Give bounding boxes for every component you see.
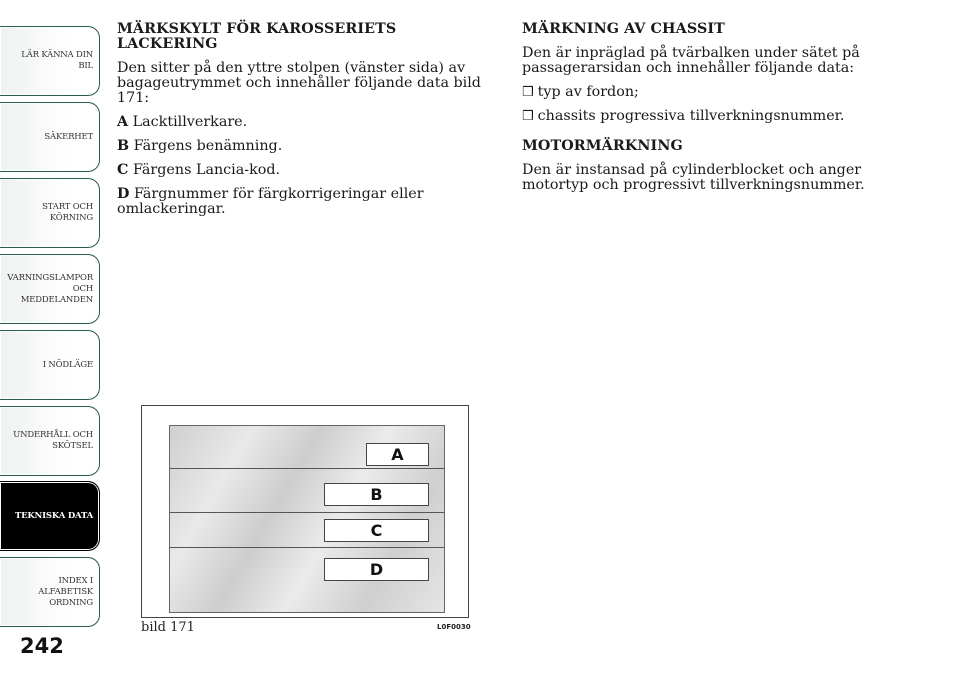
figure-caption: bild 171	[141, 620, 195, 635]
plate-field-d: D	[324, 558, 429, 581]
plate-divider	[170, 512, 444, 513]
page-number: 242	[20, 634, 64, 658]
tab-index[interactable]: INDEX I ALFABETISK ORDNING	[0, 557, 100, 627]
list-item	[117, 115, 482, 130]
item-text: Färgens Lancia-kod.	[132, 162, 281, 178]
engine-text: Den är instansad på cylinderblocket och anger motortyp och progressivt tillverkningsnummer.	[522, 162, 865, 193]
plate-divider	[170, 468, 444, 469]
section-heading-engine: MOTORMÄRKNING	[522, 138, 683, 154]
item-letter: D	[117, 186, 130, 202]
tab-start-och-korning[interactable]: START OCH KÖRNING	[0, 178, 100, 248]
tab-tekniska-data[interactable]: TEKNISKA DATA	[0, 481, 100, 551]
figure-paint-plate	[141, 405, 469, 618]
item-text: Lacktillverkare.	[132, 114, 248, 130]
tab-underhall-och-skotsel[interactable]: UNDERHÅLL OCH SKÖTSEL	[0, 406, 100, 476]
item-letter: B	[117, 138, 130, 154]
figure-code: L0F0030	[437, 623, 471, 631]
tab-varningslampor[interactable]: VARNINGSLAMPOR OCH MEDDELANDEN	[0, 254, 100, 324]
item-text: Färgens benämning.	[133, 138, 283, 154]
item-letter: C	[117, 162, 129, 178]
bullet-text: typ av fordon;	[537, 84, 639, 100]
item-letter: A	[117, 114, 129, 130]
tab-lar-kanna-din-bil[interactable]: LÄR KÄNNA DIN BIL	[0, 26, 100, 96]
left-column	[117, 22, 482, 226]
plate-field-b: B	[324, 483, 429, 506]
list-item	[522, 85, 892, 100]
section-heading-paint-plate: MÄRKSKYLT FÖR KAROSSERIETS LACKERING	[117, 21, 397, 52]
paint-plate-intro: Den sitter på den yttre stolpen (vänster sida) av bagageutrymmet och innehåller följande data bild 171:	[117, 60, 481, 106]
list-item	[117, 187, 482, 217]
list-item	[117, 139, 482, 154]
tab-i-nodlage[interactable]: I NÖDLÄGE	[0, 330, 100, 400]
right-column	[522, 22, 892, 202]
list-item	[522, 109, 892, 124]
section-heading-chassis: MÄRKNING AV CHASSIT	[522, 21, 725, 37]
paint-plate-illustration	[169, 425, 445, 613]
list-item	[117, 163, 482, 178]
item-text: Färgnummer för färgkorrigeringar eller omlackeringar.	[117, 186, 424, 217]
bullet-text: chassits progressiva tillverkningsnummer.	[537, 108, 845, 124]
plate-divider	[170, 547, 444, 548]
checkbox-bullet-icon: ❒	[522, 85, 534, 100]
checkbox-bullet-icon: ❒	[522, 109, 534, 124]
chassis-intro: Den är inpräglad på tvärbalken under sätet på passagerarsidan och innehåller följande data:	[522, 45, 860, 76]
plate-field-a: A	[366, 443, 429, 466]
plate-field-c: C	[324, 519, 429, 542]
tab-sakerhet[interactable]: SÄKERHET	[0, 102, 100, 172]
